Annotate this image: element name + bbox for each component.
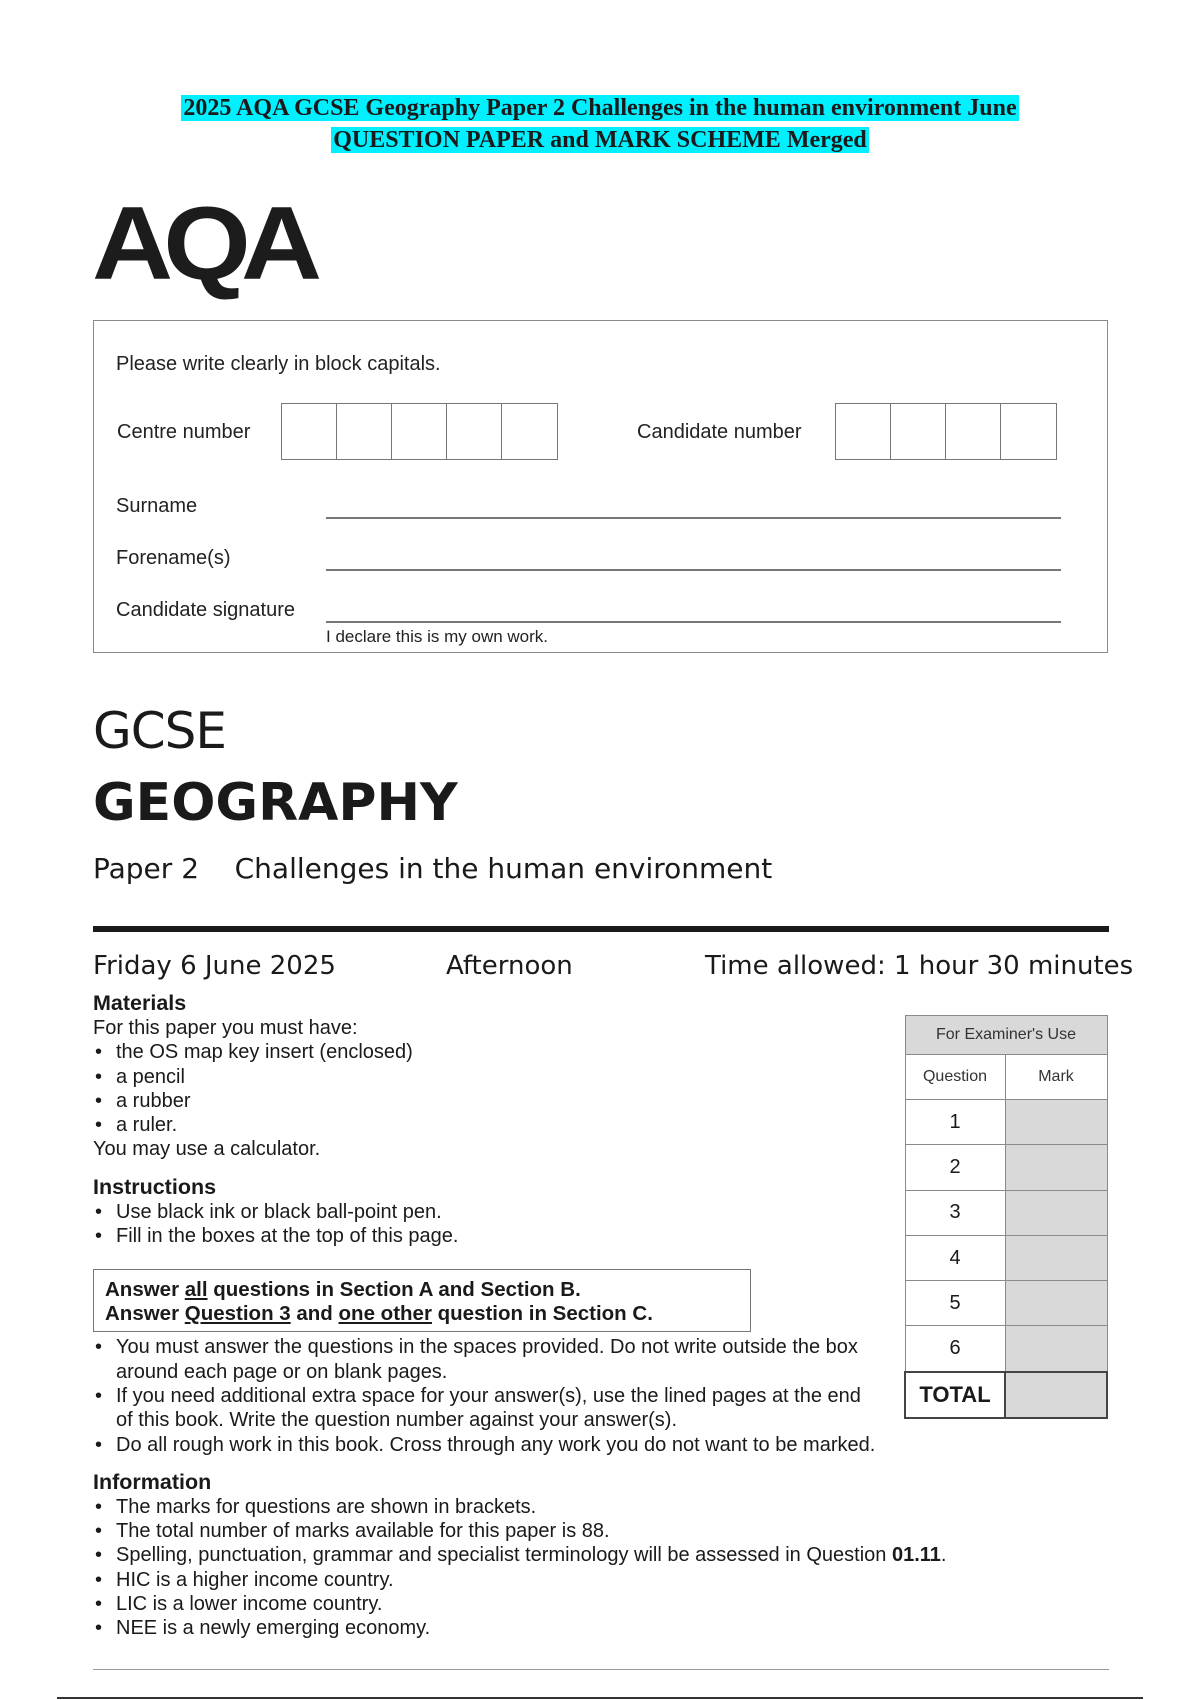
examiner-use-table <box>904 1015 1108 1419</box>
answer-requirement-box <box>93 1269 751 1332</box>
list-item <box>93 1543 1103 1567</box>
document-banner <box>0 92 1200 156</box>
centre-digit-box[interactable] <box>337 404 392 459</box>
information-list <box>93 1495 1103 1641</box>
answer-text: question in Section C. <box>431 1302 653 1325</box>
table-row <box>905 1100 1107 1145</box>
surname-label: Surname <box>116 495 198 517</box>
candidate-number-field[interactable] <box>835 403 1057 460</box>
centre-digit-box[interactable] <box>282 404 337 459</box>
mark-cell <box>1005 1326 1107 1372</box>
question-number: 2 <box>905 1145 1005 1190</box>
subject-title: GEOGRAPHY <box>93 773 458 833</box>
table-row <box>905 1145 1107 1190</box>
list-item: • HIC is a higher income country. <box>93 1568 1103 1592</box>
mark-column-header: Mark <box>1005 1055 1107 1100</box>
table-row <box>905 1235 1107 1280</box>
question-column-header: Question <box>905 1055 1005 1100</box>
paper-title: Paper 2 Challenges in the human environment <box>93 852 773 885</box>
answering-rules-list <box>93 1335 878 1432</box>
answer-requirement-line-2 <box>105 1302 739 1326</box>
centre-number-label: Centre number <box>117 421 251 443</box>
candidate-details-box <box>93 320 1108 653</box>
total-label: TOTAL <box>905 1372 1005 1418</box>
centre-digit-box[interactable] <box>392 404 447 459</box>
list-item: • a pencil <box>93 1065 913 1089</box>
banner-line-1: 2025 AQA GCSE Geography Paper 2 Challenges in the human environment June <box>183 95 1017 121</box>
calculator-note: You may use a calculator. <box>93 1138 321 1161</box>
answer-emphasis: Question 3 <box>184 1302 291 1325</box>
answer-text: Answer <box>105 1302 185 1325</box>
answer-requirement-line-1 <box>105 1278 739 1302</box>
answer-text: questions in Section A and Section B. <box>207 1278 581 1301</box>
spag-end: . <box>940 1544 947 1567</box>
list-item: • The marks for questions are shown in brackets. <box>93 1495 1103 1519</box>
table-row <box>905 1190 1107 1235</box>
question-number: 6 <box>905 1326 1005 1372</box>
list-item: • Fill in the boxes at the top of this page. <box>93 1224 913 1248</box>
surname-line[interactable] <box>326 517 1061 519</box>
answer-text: and <box>290 1302 339 1325</box>
candidate-digit-box[interactable] <box>836 404 891 459</box>
centre-digit-box[interactable] <box>502 404 557 459</box>
centre-digit-box[interactable] <box>447 404 502 459</box>
question-number: 5 <box>905 1281 1005 1326</box>
candidate-digit-box[interactable] <box>1001 404 1056 459</box>
candidate-digit-box[interactable] <box>891 404 946 459</box>
aqa-logo: AQA <box>92 186 313 302</box>
block-capitals-instruction: Please write clearly in block capitals. <box>116 353 441 375</box>
candidate-number-label: Candidate number <box>637 421 802 443</box>
total-row <box>905 1372 1107 1418</box>
banner-line-2: QUESTION PAPER and MARK SCHEME Merged <box>333 127 867 153</box>
materials-list <box>93 1040 913 1137</box>
mark-cell <box>1005 1281 1107 1326</box>
list-item: • the OS map key insert (enclosed) <box>93 1040 913 1064</box>
answer-text: Answer <box>105 1278 185 1301</box>
mark-cell <box>1005 1100 1107 1145</box>
materials-heading: Materials <box>93 991 187 1015</box>
list-item: • LIC is a lower income country. <box>93 1592 1103 1616</box>
list-item: • Do all rough work in this book. Cross through any work you do not want to be marked. <box>93 1433 1093 1457</box>
list-item: • Use black ink or black ball-point pen. <box>93 1200 913 1224</box>
answer-emphasis: all <box>184 1278 208 1301</box>
list-item: • NEE is a newly emerging economy. <box>93 1616 1103 1640</box>
answer-emphasis: one other <box>338 1302 432 1325</box>
centre-number-field[interactable] <box>281 403 558 460</box>
total-mark-cell <box>1005 1372 1107 1418</box>
mark-cell <box>1005 1145 1107 1190</box>
list-item: • a rubber <box>93 1089 913 1113</box>
instructions-heading: Instructions <box>93 1174 217 1199</box>
question-number: 4 <box>905 1235 1005 1280</box>
title-divider <box>93 926 1109 932</box>
time-allowed: Time allowed: 1 hour 30 minutes <box>705 951 1134 981</box>
bottom-divider <box>93 1669 1109 1670</box>
list-item: • If you need additional extra space for your answer(s), use the lined pages at the end of this book. Write the question number against your answer(s). <box>93 1384 878 1433</box>
declaration-text: I declare this is my own work. <box>326 627 549 646</box>
question-number: 1 <box>905 1100 1005 1145</box>
list-item: • a ruler. <box>93 1113 913 1137</box>
exam-session: Afternoon <box>446 951 573 981</box>
exam-date: Friday 6 June 2025 <box>93 951 336 981</box>
qualification-level: GCSE <box>93 702 226 760</box>
materials-intro: For this paper you must have: <box>93 1017 358 1039</box>
mark-cell <box>1005 1190 1107 1235</box>
list-item: • You must answer the questions in the spaces provided. Do not write outside the box around each page or on blank pages. <box>93 1335 878 1384</box>
examiner-table-title: For Examiner's Use <box>905 1016 1107 1055</box>
instructions-list <box>93 1200 913 1249</box>
mark-cell <box>1005 1235 1107 1280</box>
forenames-label: Forename(s) <box>116 547 231 569</box>
signature-label: Candidate signature <box>116 599 296 621</box>
table-row <box>905 1326 1107 1372</box>
forenames-line[interactable] <box>326 569 1061 571</box>
information-heading: Information <box>93 1469 212 1494</box>
signature-line[interactable] <box>326 621 1061 623</box>
spag-text: Spelling, punctuation, grammar and specialist terminology will be assessed in Question <box>116 1544 892 1567</box>
spag-question-ref: 01.11 <box>891 1544 941 1567</box>
list-item: • The total number of marks available for this paper is 88. <box>93 1519 1103 1543</box>
table-row <box>905 1281 1107 1326</box>
answering-rules-list-cont <box>93 1433 1093 1457</box>
candidate-digit-box[interactable] <box>946 404 1001 459</box>
page-edge-line <box>57 1697 1143 1699</box>
question-number: 3 <box>905 1190 1005 1235</box>
